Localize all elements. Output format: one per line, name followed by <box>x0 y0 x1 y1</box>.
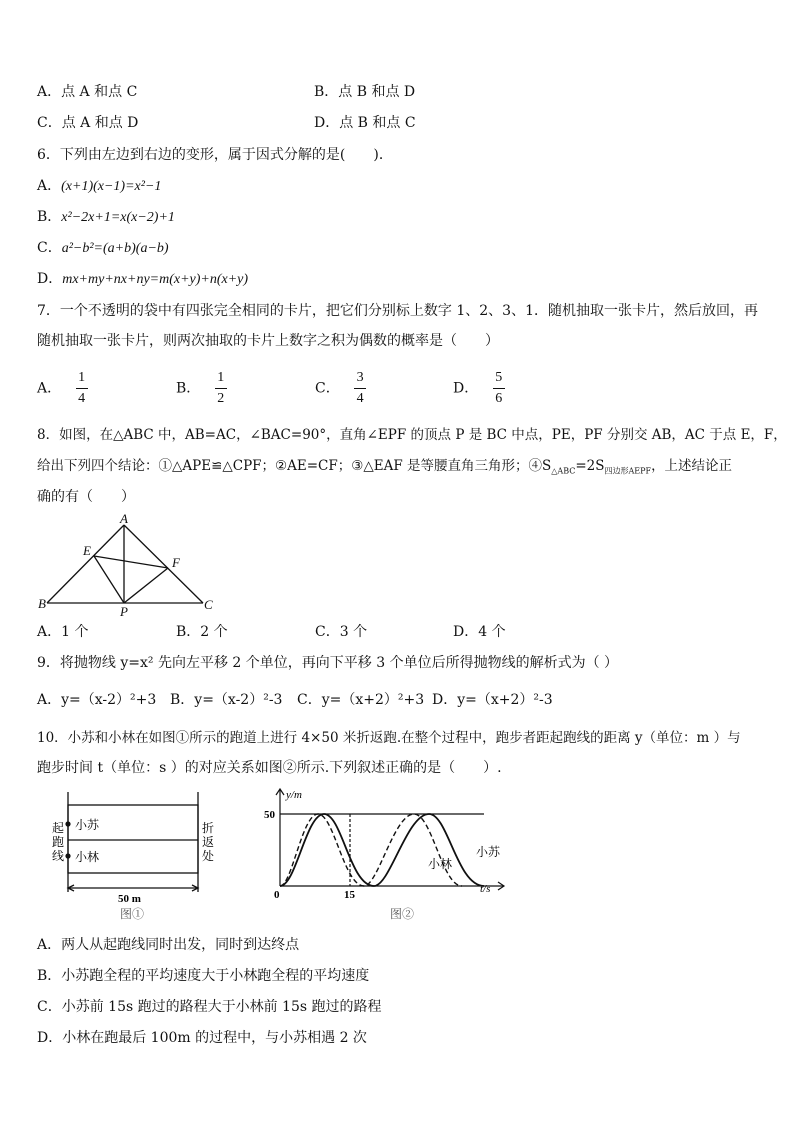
stem-text: ，上述结论正 <box>651 458 733 474</box>
q9-option-d: D．y=（x+2）²-3 <box>432 692 553 708</box>
q8-option-b: B．2 个 <box>176 624 228 640</box>
label-b: B <box>38 596 46 611</box>
q5-option-d: D．点 B 和点 C <box>314 115 416 131</box>
q9-stem: 9．将抛物线 y=x² 先向左平移 2 个单位，再向下平移 3 个单位后所得抛物线的解析式为（ ） <box>37 655 619 671</box>
q5-option-a: A．点 A 和点 C <box>37 84 138 100</box>
option-letter: D． <box>37 271 63 287</box>
x-axis-label: t/s <box>480 883 491 895</box>
subscript: △ABC <box>551 466 576 476</box>
q8-option-c: C．3 个 <box>315 624 368 640</box>
curve-lin <box>280 814 462 886</box>
q8-stem-line2 <box>37 456 732 482</box>
denominator: 2 <box>217 391 225 406</box>
y-tick-50: 50 <box>264 809 275 821</box>
start-line-label: 起跑线 <box>52 821 65 863</box>
q9-option-c: C．y=（x+2）²+3 <box>297 692 425 708</box>
curve-su-label: 小苏 <box>476 845 501 859</box>
q6-option-a <box>37 176 161 197</box>
q6-stem: 6．下列由左边到右边的变形，属于因式分解的是( )． <box>37 147 393 163</box>
figure2-caption: 图② <box>390 907 415 921</box>
option-letter: C． <box>315 380 340 397</box>
fraction <box>354 370 366 407</box>
option-expression: a²−b²=(a+b)(a−b) <box>61 241 169 256</box>
q10-option-c: C．小苏前 15s 跑过的路程大于小林前 15s 跑过的路程 <box>37 999 382 1015</box>
option-letter: C． <box>37 240 62 256</box>
fraction <box>76 370 88 407</box>
q10-option-a: A．两人从起跑线同时出发，同时到达终点 <box>37 937 300 953</box>
fraction <box>215 370 227 407</box>
q10-option-b: B．小苏跑全程的平均速度大于小林跑全程的平均速度 <box>37 968 370 984</box>
q8-stem-line3: 确的有（ ） <box>37 489 135 505</box>
q8-option-a: A．1 个 <box>37 624 89 640</box>
label-c: C <box>204 597 213 612</box>
segment-pf <box>124 568 168 603</box>
q7-option-b <box>176 370 227 407</box>
q9-option-a: A．y=（x-2）²+3 <box>37 692 157 708</box>
denominator: 4 <box>356 391 364 406</box>
q8-option-d: D．4 个 <box>453 624 506 640</box>
numerator: 1 <box>217 370 225 385</box>
origin-label: 0 <box>274 889 280 901</box>
length-label: 50 m <box>118 893 141 905</box>
q7-option-c <box>315 370 366 407</box>
q6-option-c <box>37 238 169 259</box>
segment-pe <box>94 556 124 603</box>
option-expression: (x+1)(x−1)=x²−1 <box>61 179 162 194</box>
q7-option-d <box>453 370 505 407</box>
option-letter: B． <box>37 209 62 225</box>
q8-stem-line1: 8．如图，在△ABC 中，AB=AC，∠BAC=90°，直角∠EPF 的顶点 P 是 BC 中点，PE，PF 分别交 AB，AC 于点 E，F， <box>37 427 787 443</box>
q10-stem-line1: 10．小苏和小林在如图①所示的跑道上进行 4×50 米折返跑.在整个过程中，跑步者距起跑线的距离 y（单位：m ）与 <box>37 730 741 746</box>
q6-option-b <box>37 207 175 228</box>
curve-su <box>280 814 484 886</box>
curve-lin-label: 小林 <box>428 857 453 871</box>
runner-su-label: 小苏 <box>75 818 100 832</box>
q5-option-c: C．点 A 和点 D <box>37 115 139 131</box>
q7-option-a <box>37 370 88 407</box>
q10-distance-time-graph <box>262 786 512 922</box>
label-f: F <box>172 555 180 570</box>
label-a: A <box>120 512 128 526</box>
segment-ab <box>47 525 124 603</box>
turn-label: 折返处 <box>202 821 215 863</box>
runner-su-dot <box>65 821 70 826</box>
x-tick-15: 15 <box>344 889 355 901</box>
option-letter: A． <box>37 178 62 194</box>
q9-option-b: B．y=（x-2）²-3 <box>170 692 283 708</box>
option-letter: B． <box>176 380 201 397</box>
denominator: 6 <box>495 391 503 406</box>
stem-text: =2S <box>575 458 605 474</box>
subscript: 四边形AEPF <box>604 466 652 476</box>
figure1-caption: 图① <box>120 907 145 921</box>
numerator: 1 <box>78 370 86 385</box>
q6-option-d <box>37 269 248 290</box>
q7-stem-line2: 随机抽取一张卡片，则两次抽取的卡片上数字之积为偶数的概率是（ ） <box>37 333 499 349</box>
fraction <box>493 370 505 407</box>
runner-lin-dot <box>65 853 70 858</box>
q8-triangle-figure <box>36 512 216 618</box>
label-e: E <box>83 543 91 558</box>
y-axis-label: y/m <box>286 789 302 801</box>
stem-text: 给出下列四个结论：①△APE≌△CPF；②AE=CF；③△EAF 是等腰直角三角形；④S <box>37 458 552 474</box>
q10-option-d: D．小林在跑最后 100m 的过程中，与小苏相遇 2 次 <box>37 1030 367 1046</box>
q10-stem-line2: 跑步时间 t（单位：s ）的对应关系如图②所示.下列叙述正确的是（ ）. <box>37 760 502 776</box>
option-letter: D． <box>453 380 479 397</box>
q5-option-b: B．点 B 和点 D <box>314 84 416 100</box>
q10-track-figure <box>48 792 228 922</box>
label-p: P <box>120 604 128 618</box>
segment-ac <box>124 525 203 603</box>
option-expression: x²−2x+1=x(x−2)+1 <box>61 210 175 225</box>
numerator: 3 <box>356 370 364 385</box>
numerator: 5 <box>495 370 503 385</box>
q7-stem-line1: 7．一个不透明的袋中有四张完全相同的卡片，把它们分别标上数字 1、2、3、1．随机抽取一张卡片，然后放回，再 <box>37 303 758 319</box>
option-letter: A． <box>37 380 62 397</box>
runner-lin-label: 小林 <box>75 850 100 864</box>
denominator: 4 <box>78 391 86 406</box>
option-expression: mx+my+nx+ny=m(x+y)+n(x+y) <box>62 272 249 287</box>
